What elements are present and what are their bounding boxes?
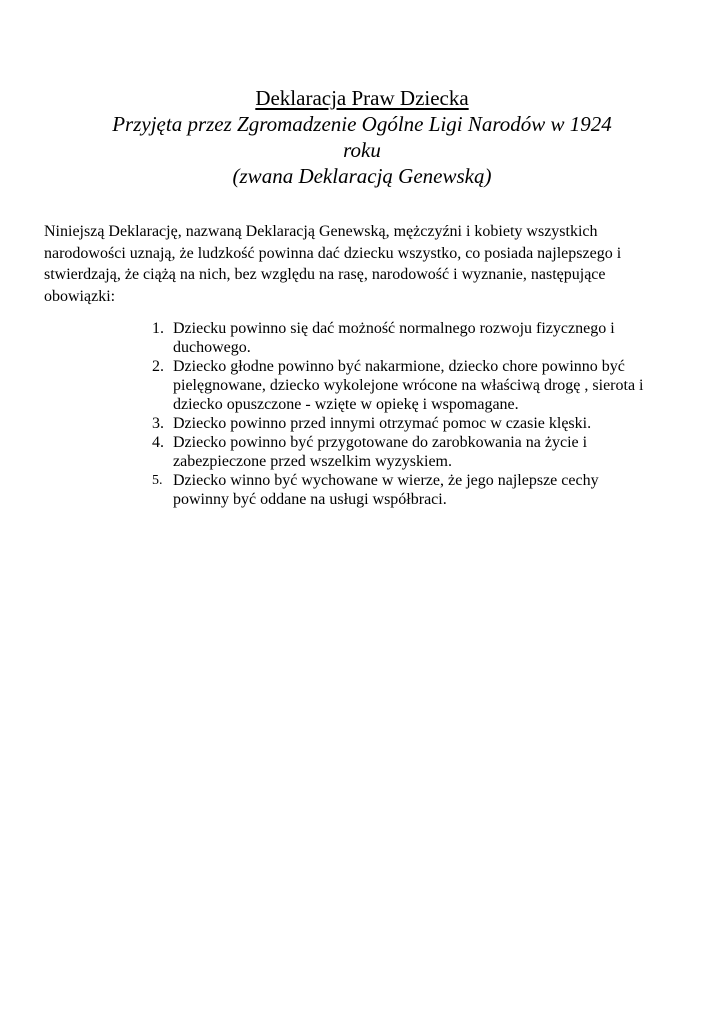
list-item-number: 3.: [152, 415, 164, 432]
list-item: [144, 414, 644, 433]
list-item-text: Dziecko powinno przed innymi otrzymać pomoc w czasie klęski.: [173, 415, 592, 432]
list-item-number: 2.: [152, 358, 164, 375]
document-title: Deklaracja Praw Dziecka: [255, 86, 469, 110]
subtitle-line-3: (zwana Deklaracją Genewską): [232, 164, 492, 188]
subtitle-line-1: Przyjęta przez Zgromadzenie Ogólne Ligi Narodów w 1924: [112, 112, 612, 136]
list-item-number: 5.: [152, 473, 163, 488]
list-item-text: Dziecko głodne powinno być nakarmione, dziecko chore powinno być pielęgnowane, dziecko wykolejone wrócone na właściwą drogę , sierota i dziecko opuszczone - wzięte w opiekę i wspomagane.: [173, 358, 644, 413]
obligations-list: [144, 319, 644, 509]
list-item: [144, 471, 644, 509]
title-block: [0, 85, 724, 189]
list-item-number: 1.: [152, 320, 164, 337]
list-item-number: 4.: [152, 434, 164, 451]
document-subtitle: [0, 111, 724, 189]
list-item: [144, 319, 644, 357]
subtitle-line-2: roku: [343, 138, 381, 162]
list-item-text: Dziecko winno być wychowane w wierze, że jego najlepsze cechy powinny być oddane na usługi współbraci.: [173, 472, 599, 508]
intro-paragraph: Niniejszą Deklarację, nazwaną Deklaracją Genewską, mężczyźni i kobiety wszystkich narodowości uznają, że ludzkość powinna dać dziecku wszystko, co posiada najlepszego i stwierdzają, że ciążą na nich, bez względu na rasę, narodowość i wyznanie, następujące obowiązki:: [44, 223, 622, 305]
list-item: [144, 357, 644, 414]
list-item-text: Dziecku powinno się dać możność normalnego rozwoju fizycznego i duchowego.: [173, 320, 615, 356]
list-item-text: Dziecko powinno być przygotowane do zarobkowania na życie i zabezpieczone przed wszelkim wyzyskiem.: [173, 434, 588, 470]
list-item: [144, 433, 644, 471]
